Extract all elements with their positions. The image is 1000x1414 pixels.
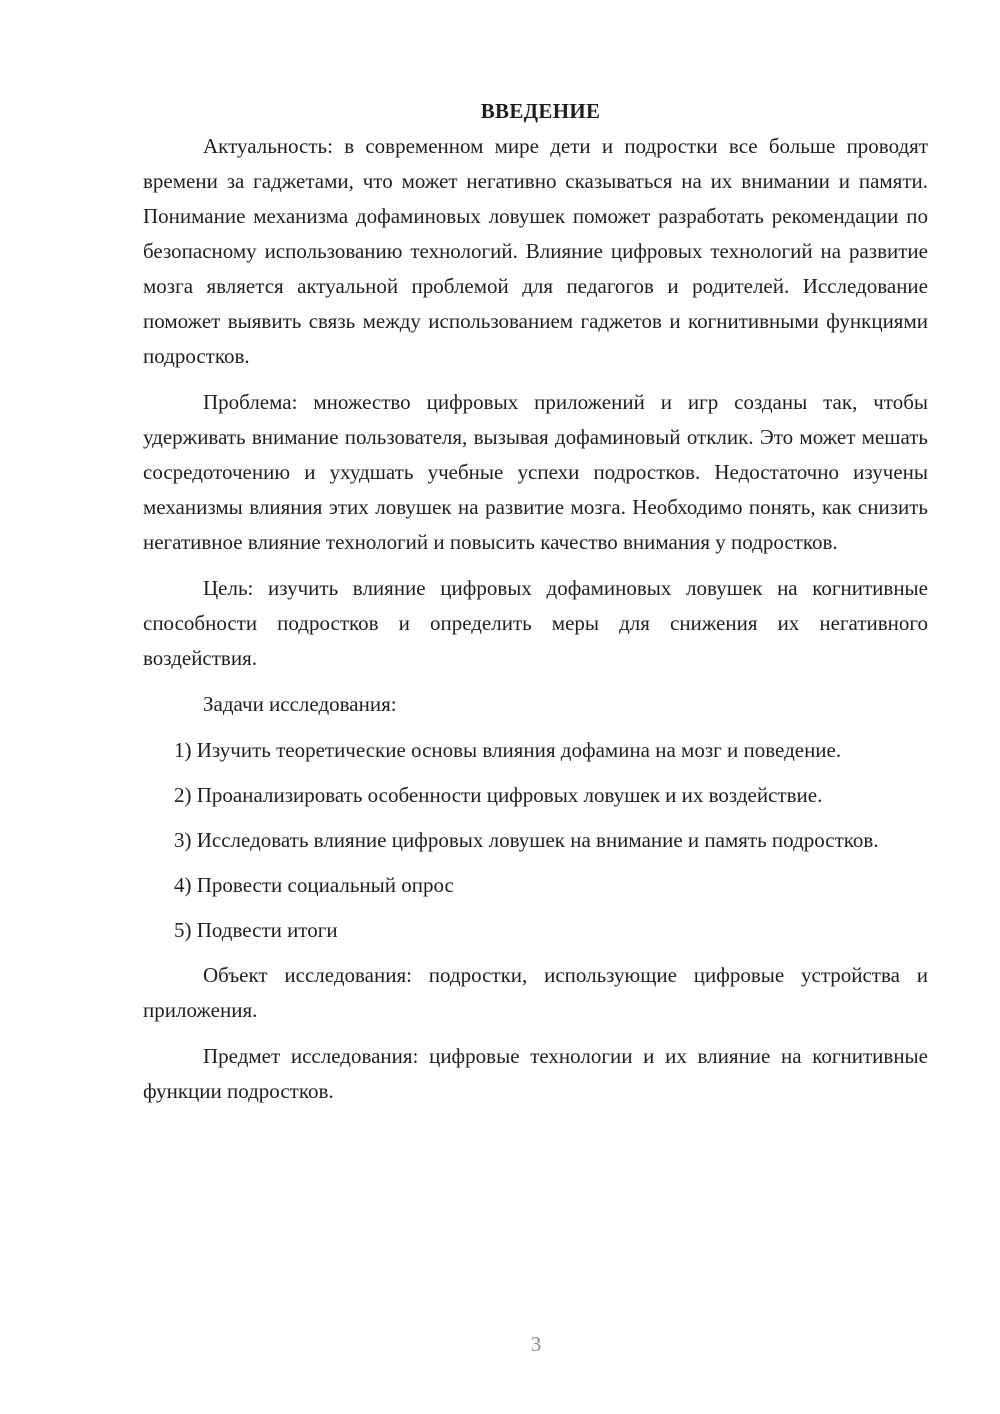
page-title: ВВЕДЕНИЕ [480, 99, 601, 123]
task-item-5: 5) Подвести итоги [174, 918, 338, 942]
subject-paragraph: Предмет исследования: цифровые технологии и их влияние на когнитивные функции подростков. [143, 1044, 928, 1103]
tasks-heading: Задачи исследования: [203, 692, 397, 716]
task-item-1: 1) Изучить теоретические основы влияния дофамина на мозг и поведение. [174, 738, 842, 762]
object-paragraph: Объект исследования: подростки, использующие цифровые устройства и приложения. [143, 963, 928, 1022]
task-item-3: 3) Исследовать влияние цифровых ловушек на внимание и память подростков. [174, 828, 879, 852]
document-page [143, 96, 928, 1120]
task-item-2: 2) Проанализировать особенности цифровых ловушек и их воздействие. [174, 783, 823, 807]
problem-paragraph: Проблема: множество цифровых приложений и игр созданы так, чтобы удерживать внимание пользователя, вызывая дофаминовый отклик. Это может мешать сосредоточению и ухудшать учебные успехи подростков. Недостаточно изучены механизмы влияния этих ловушек на развитие мозга. Необходимо понять, как снизить негативное влияние технологий и повысить качество внимания у подростков. [143, 390, 928, 554]
page-number: 3 [530, 1332, 542, 1356]
task-item-4: 4) Провести социальный опрос [174, 873, 454, 897]
relevance-paragraph: Актуальность: в современном мире дети и подростки все больше проводят времени за гаджетами, что может негативно сказываться на их внимании и памяти. Понимание механизма дофаминовых ловушек поможет разработать рекомендации по безопасному использованию технологий. Влияние цифровых технологий на развитие мозга является актуальной проблемой для педагогов и родителей. Исследование поможет выявить связь между использованием гаджетов и когнитивными функциями подростков. [143, 134, 928, 368]
goal-paragraph: Цель: изучить влияние цифровых дофаминовых ловушек на когнитивные способности подростков и определить меры для снижения их негативного воздействия. [143, 576, 928, 670]
